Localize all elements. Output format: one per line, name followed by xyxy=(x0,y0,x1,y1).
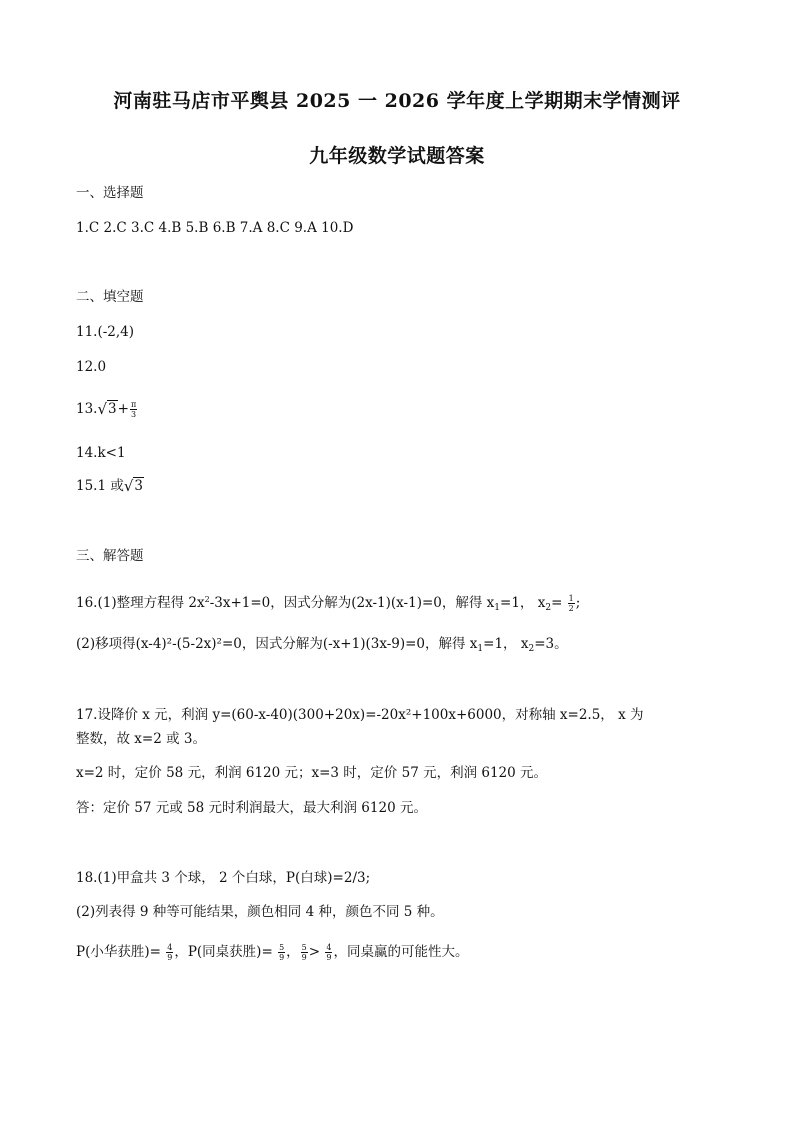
answer-15-label: 15.1 或 xyxy=(76,478,124,494)
section-heading-choice: 一、选择题 xyxy=(76,185,144,201)
fraction-4-9 xyxy=(166,943,173,962)
text-segment: =3。 xyxy=(534,636,568,652)
document-title: 河南驻马店市平舆县 2025 一 2026 学年度上学期期末学情测评 xyxy=(113,90,681,112)
text-segment: ; xyxy=(575,595,581,611)
subscript: 2 xyxy=(545,603,552,613)
choice-answers: 1.C 2.C 3.C 4.B 5.B 6.B 7.A 8.C 9.A 10.D xyxy=(76,220,354,236)
text-segment: =1， x xyxy=(483,636,529,652)
fraction-numerator: 1 xyxy=(568,594,574,603)
fraction-one-half xyxy=(568,594,575,613)
fraction-denominator: 9 xyxy=(326,953,332,962)
answer-18-line2: (2)列表得 9 种等可能结果，颜色相同 4 种，颜色不同 5 种。 xyxy=(76,904,444,920)
text-segment: ， xyxy=(286,944,300,960)
subscript: 2 xyxy=(528,644,535,654)
fraction-denominator: 2 xyxy=(568,604,574,613)
section-heading-solve: 三、解答题 xyxy=(76,548,144,564)
fraction-numerator: π xyxy=(130,399,137,409)
fraction-4-9 xyxy=(325,943,332,962)
fraction-numerator: 5 xyxy=(279,943,285,952)
answer-13 xyxy=(76,399,138,419)
subscript: 1 xyxy=(494,603,501,613)
fraction-denominator: 9 xyxy=(301,953,307,962)
fraction-numerator: 4 xyxy=(167,943,173,952)
answer-13-plus: + xyxy=(117,401,129,417)
fraction-pi-over-3 xyxy=(130,400,137,419)
section-heading-fill: 二、填空题 xyxy=(76,289,144,305)
sqrt-symbol: √ 3 xyxy=(97,400,117,418)
fraction-numerator: 5 xyxy=(301,943,307,952)
superscript: 2 xyxy=(204,595,210,604)
answer-13-label: 13. xyxy=(76,401,98,417)
answer-14: 14.k<1 xyxy=(76,445,126,461)
text-segment: -3x+1=0，因式分解为(2x-1)(x-1)=0，解得 x xyxy=(209,595,495,611)
fraction-denominator: 3 xyxy=(131,409,137,419)
answer-15 xyxy=(76,476,144,496)
answer-17-line2: 整数，故 x=2 或 3。 xyxy=(76,731,206,747)
answer-11: 11.(-2,4) xyxy=(76,324,135,340)
text-segment: =1， x xyxy=(500,595,546,611)
answer-17-conclusion: 答：定价 57 元或 58 元时利润最大，最大利润 6120 元。 xyxy=(76,800,427,816)
answer-16-part1 xyxy=(76,590,580,618)
fraction-numerator: 4 xyxy=(326,943,332,952)
text-segment: ，同桌赢的可能性大。 xyxy=(333,944,469,960)
fraction-5-9 xyxy=(301,943,308,962)
answer-16-part2 xyxy=(76,634,568,659)
answer-12: 12.0 xyxy=(76,359,107,375)
text-segment: (2)移项得(x-4)²-(5-2x)²=0，因式分解为(-x+1)(3x-9)=0，解得 x xyxy=(76,636,478,652)
answer-13-radicand: 3 xyxy=(108,401,117,417)
fraction-5-9 xyxy=(278,943,285,962)
fraction-denominator: 9 xyxy=(279,953,285,962)
answer-18-line3 xyxy=(76,942,468,962)
text-segment: = xyxy=(551,595,567,611)
text-segment: 16.(1)整理方程得 2x xyxy=(76,595,205,611)
text-segment: ，P(同桌获胜)= xyxy=(174,944,278,960)
answer-17-line3: x=2 时，定价 58 元，利润 6120 元；x=3 时，定价 57 元，利润 6120 元。 xyxy=(76,765,548,781)
text-segment: P(小华获胜)= xyxy=(76,944,166,960)
answer-17-line1: 17.设降价 x 元，利润 y=(60-x-40)(300+20x)=-20x²+100x+6000，对称轴 x=2.5， x 为 xyxy=(76,707,644,723)
answer-15-radicand: 3 xyxy=(134,478,144,494)
fraction-denominator: 9 xyxy=(167,953,173,962)
subscript: 1 xyxy=(477,644,484,654)
answer-18-line1: 18.(1)甲盒共 3 个球， 2 个白球，P(白球)=2/3; xyxy=(76,870,371,886)
document-subtitle: 九年级数学试题答案 xyxy=(309,145,485,167)
text-segment: > xyxy=(308,944,325,960)
sqrt-symbol: √ 3 xyxy=(123,477,144,495)
